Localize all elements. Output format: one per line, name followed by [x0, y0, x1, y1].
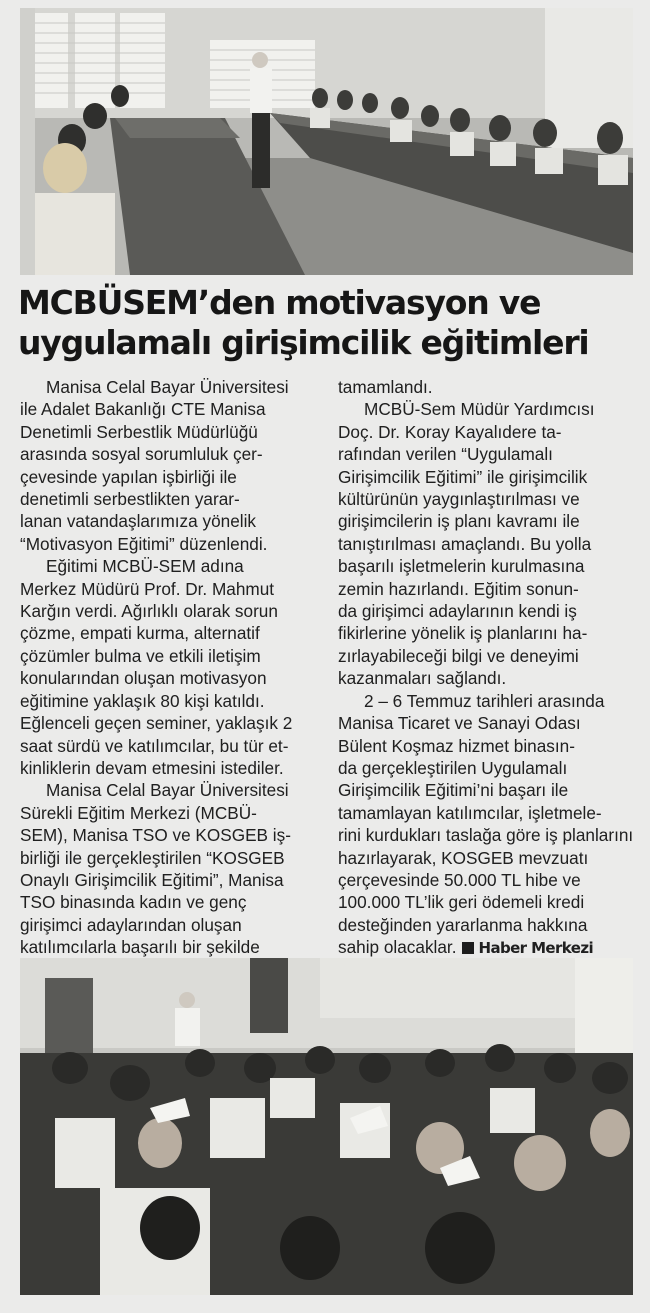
photo-seminar-meeting-room	[20, 8, 633, 275]
text-line: rini kurdukları taslağa göre iş planlarını	[338, 825, 634, 846]
text-line: Eğlenceli geçen seminer, yaklaşık 2	[20, 713, 293, 734]
headline-line-1: MCBÜSEM’den motivasyon ve	[18, 283, 541, 322]
text-line: girişimci adaylarından oluşan	[20, 914, 242, 935]
text-line: çözme, empati kurma, alternatif	[20, 623, 260, 644]
article-headline	[18, 283, 638, 363]
byline: Haber Merkezi	[478, 939, 594, 958]
text-line: kinliklerin devam etmesini istediler.	[20, 757, 284, 778]
text-line: Bülent Koşmaz hizmet binasın-	[338, 735, 575, 756]
text-line: desteğinden yararlanma hakkına	[338, 914, 588, 935]
text-line: “Motivasyon Eğitimi” düzenlendi.	[20, 533, 268, 554]
text-line: tamamlandı.	[338, 377, 433, 397]
text-line: SEM), Manisa TSO ve KOSGEB iş-	[20, 825, 291, 846]
text-line: arasında sosyal sorumluluk çer-	[20, 444, 263, 465]
text-line: denetimli serbestlikten yarar-	[20, 489, 240, 510]
article-column-right	[338, 376, 633, 960]
text-line: Merkez Müdürü Prof. Dr. Mahmut	[20, 578, 275, 599]
text-line: Girişimcilik Eğitimi’ni başarı ile	[338, 780, 569, 801]
text-line: Eğitimi MCBÜ-SEM adına	[46, 556, 244, 577]
paragraph-2	[20, 555, 320, 779]
text-line: ile Adalet Bakanlığı CTE Manisa	[20, 399, 266, 420]
text-line: zırlayabileceği bilgi ve deneyimi	[338, 645, 579, 666]
text-line: Onaylı Girişimcilik Eğitimi”, Manisa	[20, 869, 284, 890]
text-line: Sürekli Eğitim Merkezi (MCBÜ-	[20, 802, 257, 823]
text-line: Manisa Celal Bayar Üniversitesi	[46, 377, 289, 397]
text-line: hazırlayarak, KOSGEB mevzuatı	[338, 847, 589, 868]
text-line: eğitimine yaklaşık 80 kişi katıldı.	[20, 690, 265, 711]
paragraph-3-continued	[338, 376, 633, 398]
text-line: Denetimli Serbestlik Müdürlüğü	[20, 421, 258, 442]
text-line: çözümler bulma ve etkili iletişim	[20, 645, 261, 666]
text-line: da girişimci adaylarının kendi iş	[338, 601, 577, 622]
text-line: Doç. Dr. Koray Kayalıdere ta-	[338, 421, 562, 442]
text-line: 100.000 TL’lik geri ödemeli kredi	[338, 892, 585, 913]
text-line: birliği ile gerçekleştirilen “KOSGEB	[20, 847, 285, 868]
text-line-last	[338, 936, 633, 959]
paragraph-1	[20, 376, 320, 555]
text-line: girişimcilerin iş planı kavramı ile	[338, 511, 580, 532]
text-line: kültürünün yaygınlaştırılması ve	[338, 489, 580, 510]
text-line: başarılı işletmelerin kurulmasına	[338, 556, 585, 577]
text-line: 2 – 6 Temmuz tarihleri arasında	[364, 690, 605, 711]
text-line: fikirlerine yönelik iş planlarını ha-	[338, 623, 588, 644]
text-line: tamamlayan katılımcılar, işletmele-	[338, 802, 602, 823]
text-line: tanıştırılması amaçlandı. Bu yolla	[338, 533, 592, 554]
paragraph-3	[20, 779, 320, 958]
text-line: MCBÜ-Sem Müdür Yardımcısı	[364, 399, 595, 420]
text-line: Manisa Celal Bayar Üniversitesi	[46, 780, 289, 801]
text-line: çevesinde yapılan işbirliği ile	[20, 466, 237, 487]
text-line: rafından verilen “Uygulamalı	[338, 444, 553, 465]
text-line: saat sürdü ve katılımcılar, bu tür et-	[20, 735, 289, 756]
paragraph-4	[338, 398, 633, 689]
text-line: konularından oluşan motivasyon	[20, 668, 267, 689]
text-line: Manisa Ticaret ve Sanayi Odası	[338, 713, 581, 734]
text-line: sahip olacaklar.	[338, 937, 457, 958]
text-line: TSO binasında kadın ve genç	[20, 892, 247, 913]
headline-line-2: uygulamalı girişimcilik eğitimleri	[18, 323, 589, 362]
text-line: lanan vatandaşlarımıza yönelik	[20, 511, 256, 532]
text-line: Girişimcilik Eğitimi” ile girişimcilik	[338, 466, 588, 487]
text-line: Karğın verdi. Ağırlıklı olarak sorun	[20, 601, 278, 622]
text-line: kazanmaları sağlandı.	[338, 668, 507, 689]
text-line: katılımcılarla başarılı bir şekilde	[20, 937, 260, 958]
photo-classroom-participants	[20, 958, 633, 1295]
text-line: çerçevesinde 50.000 TL hibe ve	[338, 869, 581, 890]
article-column-left	[20, 376, 320, 959]
byline-square-icon	[462, 942, 474, 954]
paragraph-5	[338, 690, 633, 960]
text-line: zemin hazırlandı. Eğitim sonun-	[338, 578, 579, 599]
text-line: da gerçekleştirilen Uygulamalı	[338, 757, 568, 778]
